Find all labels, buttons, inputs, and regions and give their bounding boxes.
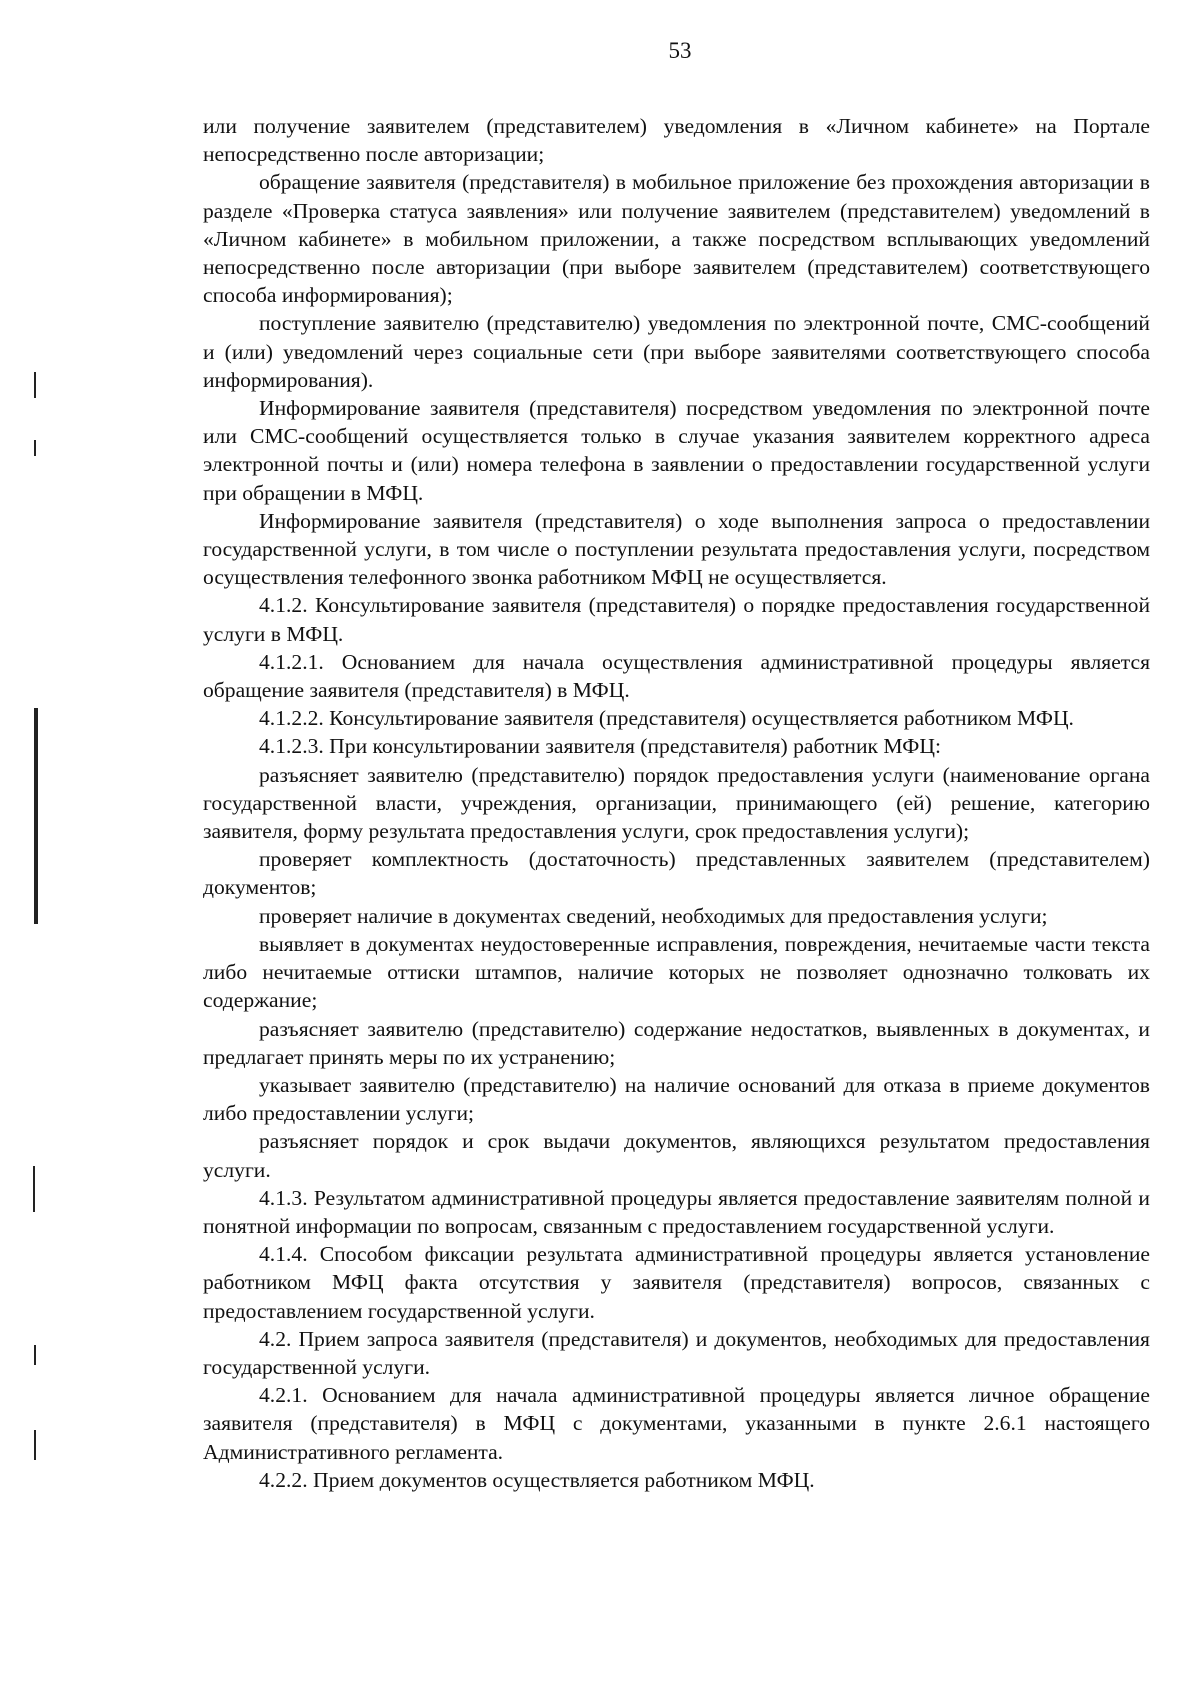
paragraph: 4.2.2. Прием документов осуществляется работником МФЦ.	[259, 1467, 815, 1492]
paragraph: поступление заявителю (представителю) уведомления по электронной почте, СМС-сообщений и (или) уведомлений через социальные сети (при выборе заявителями соответствующего способа информирования).	[203, 311, 1150, 392]
paragraph: проверяет наличие в документах сведений, необходимых для предоставления услуги;	[259, 903, 1048, 928]
scan-margin-mark	[34, 708, 38, 924]
paragraph: Информирование заявителя (представителя) о ходе выполнения запроса о предоставлении государственной услуги, в том числе о поступлении результата предоставления услуги, посредством осуществления телефонного звонка работником МФЦ не осуществляется.	[203, 508, 1150, 590]
scan-margin-mark	[33, 1166, 35, 1212]
paragraph: 4.2.1. Основанием для начала административной процедуры является личное обращение заявителя (представителя) в МФЦ с документами, указанными в пункте 2.6.1 настоящего Административного регламента.	[203, 1383, 1150, 1464]
paragraph: 4.1.2.3. При консультировании заявителя (представителя) работник МФЦ:	[259, 734, 941, 759]
scan-margin-mark	[34, 372, 36, 398]
paragraph: 4.1.4. Способом фиксации результата административной процедуры является установление работником МФЦ факта отсутствия у заявителя (представителя) вопросов, связанных с предоставлением государственной услуги.	[203, 1242, 1150, 1323]
paragraph: разъясняет порядок и срок выдачи документов, являющихся результатом предоставления услуги.	[203, 1129, 1150, 1182]
scan-margin-mark	[34, 1430, 36, 1460]
paragraph: проверяет комплектность (достаточность) представленных заявителем (представителем) документов;	[203, 847, 1150, 900]
paragraph: 4.1.2. Консультирование заявителя (представителя) о порядке предоставления государственной услуги в МФЦ.	[203, 593, 1150, 646]
paragraph: или получение заявителем (представителем) уведомления в «Личном кабинете» на Портале непосредственно после авторизации;	[203, 114, 1150, 167]
paragraph: разъясняет заявителю (представителю) порядок предоставления услуги (наименование органа государственной власти, учреждения, организации, принимающего (ей) решение, категорию заявителя, форму результата предоставления услуги, срок предоставления услуги);	[203, 762, 1150, 844]
paragraph: 4.1.2.2. Консультирование заявителя (представителя) осуществляется работником МФЦ.	[259, 706, 1074, 731]
paragraph: обращение заявителя (представителя) в мобильное приложение без прохождения авторизации в разделе «Проверка статуса заявления» или получение заявителем (представителем) уведомлений в «Личном кабинете» в мобильном приложении, а также посредством всплывающих уведомлений непосредственно после авторизации (при выборе заявителем (представителем) соответствующего способа информирования);	[203, 170, 1150, 308]
paragraph: разъясняет заявителю (представителю) содержание недостатков, выявленных в документах, и предлагает принять меры по их устранению;	[203, 1016, 1150, 1069]
document-body	[203, 112, 1150, 1494]
paragraph: 4.1.3. Результатом административной процедуры является предоставление заявителям полной и понятной информации по вопросам, связанным с предоставлением государственной услуги.	[203, 1185, 1150, 1238]
paragraph: 4.2. Прием запроса заявителя (представителя) и документов, необходимых для предоставления государственной услуги.	[203, 1326, 1150, 1379]
paragraph: указывает заявителю (представителю) на наличие оснований для отказа в приеме документов либо предоставлении услуги;	[203, 1072, 1150, 1126]
paragraph: выявляет в документах неудостоверенные исправления, повреждения, нечитаемые части текста либо нечитаемые оттиски штампов, наличие которых не позволяет однозначно толковать их содержание;	[203, 931, 1150, 1013]
scan-margin-mark	[34, 1345, 36, 1365]
scan-margin-mark	[34, 440, 36, 456]
page-number: 53	[668, 38, 692, 63]
paragraph: Информирование заявителя (представителя) посредством уведомления по электронной почте или СМС-сообщений осуществляется только в случае указания заявителем корректного адреса электронной почты и (или) номера телефона в заявлении о предоставлении государственной услуги при обращении в МФЦ.	[203, 396, 1150, 505]
paragraph: 4.1.2.1. Основанием для начала осуществления административной процедуры является обращение заявителя (представителя) в МФЦ.	[203, 649, 1150, 703]
